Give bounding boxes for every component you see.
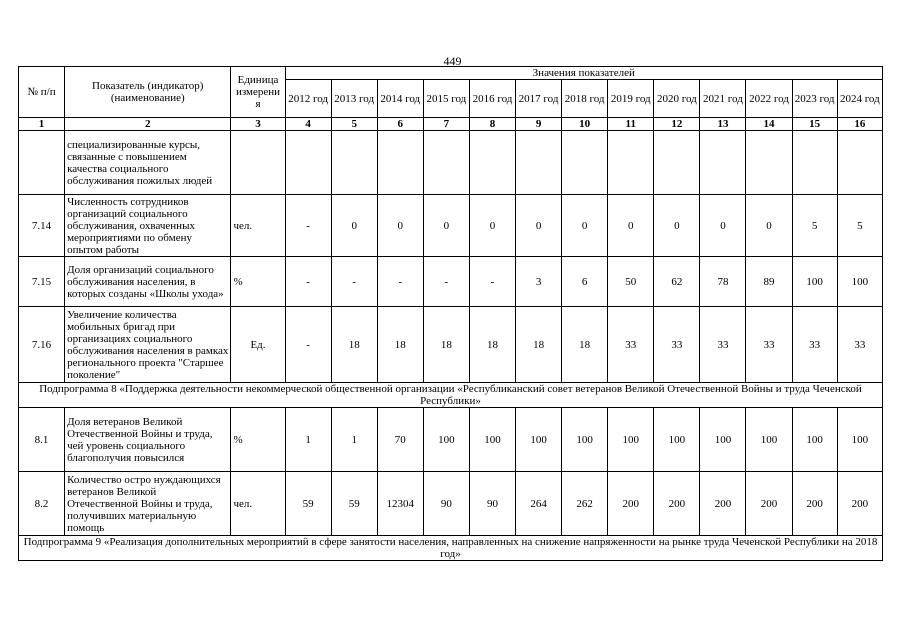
value-cell: 33 (792, 307, 837, 383)
value-cell: 12304 (377, 472, 423, 536)
row-number: 7.15 (19, 257, 65, 307)
value-cell: 18 (423, 307, 469, 383)
column-number: 7 (423, 118, 469, 131)
value-cell: - (377, 257, 423, 307)
table-row (19, 195, 883, 257)
unit-cell (231, 131, 285, 195)
value-cell: 100 (469, 408, 515, 472)
unit-cell: чел. (231, 472, 285, 536)
value-cell: 200 (700, 472, 746, 536)
column-number: 9 (516, 118, 562, 131)
header-unit: Единица измерения (231, 67, 285, 118)
value-cell (331, 131, 377, 195)
value-cell: 33 (746, 307, 792, 383)
value-cell: 70 (377, 408, 423, 472)
year-header: 2024 год (837, 80, 882, 118)
subprogram-row (19, 383, 883, 408)
column-number: 5 (331, 118, 377, 131)
row-number: 7.16 (19, 307, 65, 383)
year-header: 2013 год (331, 80, 377, 118)
value-cell (377, 131, 423, 195)
unit-cell: % (231, 257, 285, 307)
value-cell: 0 (469, 195, 515, 257)
value-cell: - (285, 307, 331, 383)
column-number: 14 (746, 118, 792, 131)
value-cell (700, 131, 746, 195)
value-cell: 100 (746, 408, 792, 472)
value-cell: 33 (654, 307, 700, 383)
value-cell (469, 131, 515, 195)
table-row (19, 472, 883, 536)
year-header: 2020 год (654, 80, 700, 118)
value-cell (285, 131, 331, 195)
value-cell: 100 (654, 408, 700, 472)
value-cell: 100 (837, 408, 882, 472)
row-number: 7.14 (19, 195, 65, 257)
table-row (19, 131, 883, 195)
row-number: 8.1 (19, 408, 65, 472)
page-number: 449 (443, 54, 462, 68)
year-header: 2012 год (285, 80, 331, 118)
subprogram-title: Подпрограмма 8 «Поддержка деятельности некоммерческой общественной организации «Республиканский совет ветеранов Великой Отечественной Войны и труда Чеченской Республики» (19, 383, 883, 408)
value-cell: - (331, 257, 377, 307)
column-number: 6 (377, 118, 423, 131)
year-header: 2016 год (469, 80, 515, 118)
value-cell: 100 (792, 408, 837, 472)
value-cell: 0 (746, 195, 792, 257)
column-number: 15 (792, 118, 837, 131)
header-number: № п/п (19, 67, 65, 118)
indicator-name: Доля ветеранов Великой Отечественной Войны и труда, чей уровень социального благополучия повысился (65, 408, 231, 472)
year-header: 2015 год (423, 80, 469, 118)
value-cell: 18 (516, 307, 562, 383)
value-cell (837, 131, 882, 195)
value-cell: 0 (608, 195, 654, 257)
value-cell: 0 (377, 195, 423, 257)
value-cell: 100 (792, 257, 837, 307)
value-cell: 100 (700, 408, 746, 472)
column-number: 1 (19, 118, 65, 131)
value-cell: 18 (562, 307, 608, 383)
year-header: 2019 год (608, 80, 654, 118)
indicator-name: Увеличение количества мобильных бригад при организациях социального обслуживания населения в рамках регионального проекта "Старшее поколение" (65, 307, 231, 383)
year-header: 2017 год (516, 80, 562, 118)
value-cell: 5 (792, 195, 837, 257)
value-cell: 18 (331, 307, 377, 383)
column-number: 16 (837, 118, 882, 131)
value-cell: 59 (331, 472, 377, 536)
value-cell: 18 (377, 307, 423, 383)
indicator-name: Доля организаций социального обслуживания населения, в которых созданы «Школы ухода» (65, 257, 231, 307)
value-cell: 200 (654, 472, 700, 536)
value-cell: 0 (516, 195, 562, 257)
value-cell: 62 (654, 257, 700, 307)
column-number: 13 (700, 118, 746, 131)
value-cell: 33 (700, 307, 746, 383)
value-cell: 0 (654, 195, 700, 257)
table-row (19, 408, 883, 472)
value-cell: 100 (837, 257, 882, 307)
unit-cell: % (231, 408, 285, 472)
value-cell: 89 (746, 257, 792, 307)
value-cell: - (423, 257, 469, 307)
row-number (19, 131, 65, 195)
column-number: 2 (65, 118, 231, 131)
value-cell: 0 (562, 195, 608, 257)
table-row (19, 257, 883, 307)
value-cell: - (285, 257, 331, 307)
value-cell: - (285, 195, 331, 257)
value-cell (792, 131, 837, 195)
value-cell (562, 131, 608, 195)
year-header: 2021 год (700, 80, 746, 118)
indicator-name: специализированные курсы, связанные с повышением качества социального обслуживания пожилых людей (65, 131, 231, 195)
column-number: 12 (654, 118, 700, 131)
value-cell: 18 (469, 307, 515, 383)
value-cell: 100 (562, 408, 608, 472)
value-cell: 200 (792, 472, 837, 536)
subprogram-row (19, 536, 883, 561)
year-header: 2023 год (792, 80, 837, 118)
value-cell: 0 (423, 195, 469, 257)
value-cell: 33 (837, 307, 882, 383)
value-cell: 0 (700, 195, 746, 257)
table-row (19, 307, 883, 383)
value-cell (516, 131, 562, 195)
indicators-table (18, 66, 883, 561)
year-header: 2018 год (562, 80, 608, 118)
value-cell: 59 (285, 472, 331, 536)
subprogram-title: Подпрограмма 9 «Реализация дополнительных мероприятий в сфере занятости населения, направленных на снижение напряженности на рынке труда Чеченской Республики на 2018 год» (19, 536, 883, 561)
year-header: 2022 год (746, 80, 792, 118)
value-cell (654, 131, 700, 195)
value-cell: 100 (516, 408, 562, 472)
indicator-name: Численность сотрудников организаций социального обслуживания, охваченных мероприятиями по обмену опытом работы (65, 195, 231, 257)
value-cell: 33 (608, 307, 654, 383)
column-number: 3 (231, 118, 285, 131)
value-cell: 100 (608, 408, 654, 472)
indicator-name: Количество остро нуждающихся ветеранов Великой Отечественной Войны и труда, получивших материальную помощь (65, 472, 231, 536)
value-cell: 50 (608, 257, 654, 307)
value-cell: 200 (608, 472, 654, 536)
year-header: 2014 год (377, 80, 423, 118)
column-number: 10 (562, 118, 608, 131)
value-cell: 78 (700, 257, 746, 307)
value-cell: 264 (516, 472, 562, 536)
unit-cell: Ед. (231, 307, 285, 383)
value-cell (423, 131, 469, 195)
value-cell: 262 (562, 472, 608, 536)
column-number: 4 (285, 118, 331, 131)
row-number: 8.2 (19, 472, 65, 536)
header-values: Значения показателей (285, 67, 882, 80)
value-cell: - (469, 257, 515, 307)
unit-cell: чел. (231, 195, 285, 257)
value-cell: 3 (516, 257, 562, 307)
value-cell: 0 (331, 195, 377, 257)
value-cell: 90 (423, 472, 469, 536)
column-number: 11 (608, 118, 654, 131)
value-cell: 200 (746, 472, 792, 536)
value-cell: 200 (837, 472, 882, 536)
value-cell: 90 (469, 472, 515, 536)
column-number: 8 (469, 118, 515, 131)
value-cell: 5 (837, 195, 882, 257)
value-cell: 1 (331, 408, 377, 472)
header-indicator: Показатель (индикатор) (наименование) (65, 67, 231, 118)
value-cell (608, 131, 654, 195)
value-cell (746, 131, 792, 195)
value-cell: 100 (423, 408, 469, 472)
value-cell: 6 (562, 257, 608, 307)
value-cell: 1 (285, 408, 331, 472)
